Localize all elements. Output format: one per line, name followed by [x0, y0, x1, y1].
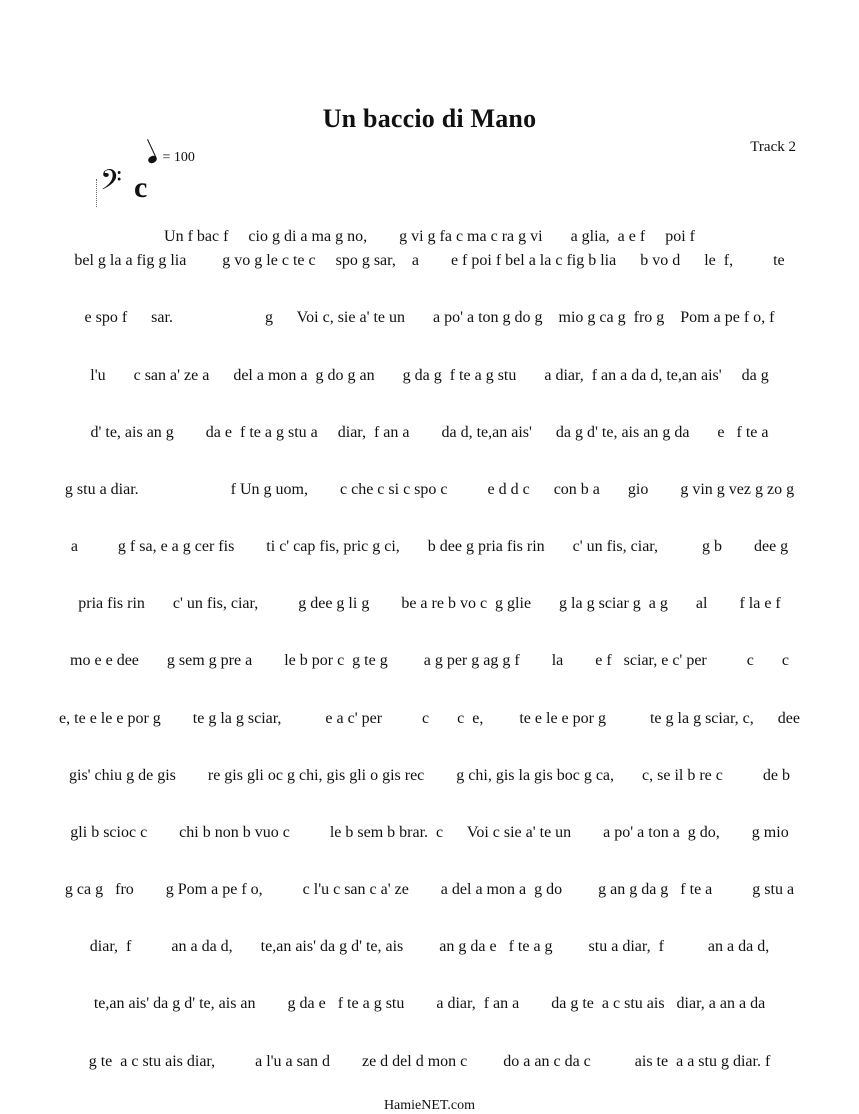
- lyric-line: e, te e le e por g te g la g sciar, e a c' per c c e, te e le e por g te g la g sciar, c, dee: [59, 710, 800, 727]
- lyric-line: e spo f sar. g Voi c, sie a' te un a po' a ton g do g mio g ca g fro g Pom a pe f o, f: [84, 309, 775, 326]
- lyric-line: d' te, ais an g da e f te a g stu a diar, f an a da d, te,an ais' da g d' te, ais an g da e f te a: [90, 424, 769, 441]
- lyric-line: Un f bac f cio g di a ma g no, g vi g fa c ma c ra g vi a glia, a e f poi f: [164, 228, 695, 245]
- track-label: Track 2: [750, 139, 796, 155]
- lyric-line: diar, f an a da d, te,an ais' da g d' te, ais an g da e f te a g stu a diar, f an a da d,: [89, 938, 770, 955]
- tempo-marking: [148, 150, 195, 166]
- footer-credit: HamieNET.com: [383, 1098, 476, 1113]
- song-title: Un baccio di Mano: [322, 104, 537, 133]
- tempo-value: = 100: [162, 150, 195, 165]
- lyric-line: l'u c san a' ze a del a mon a g do g an g da g f te a g stu a diar, f an a da d, te,an ais' da g: [90, 367, 769, 384]
- lyric-line: bel g la a fig g lia g vo g le c te c spo g sar, a e f poi f bel a la c fig b lia b vo d le f, te: [74, 252, 785, 269]
- lyric-line: g stu a diar. f Un g uom, c che c si c spo c e d d c con b a gio g vin g vez g zo g: [64, 481, 795, 498]
- bass-clef-icon: 𝄢: [100, 164, 122, 204]
- quarter-note-icon: [147, 154, 158, 164]
- lyric-line: te,an ais' da g d' te, ais an g da e f te a g stu a diar, f an a da g te a c stu ais diar, a an a da: [93, 995, 766, 1012]
- lyric-line: a g f sa, e a g cer fis ti c' cap fis, pric g ci, b dee g pria fis rin c' un fis, ciar, g b dee g: [70, 538, 789, 555]
- lyric-line: gis' chiu g de gis re gis gli oc g chi, gis gli o gis rec g chi, gis la gis boc g ca, c, se il b re c de b: [69, 767, 790, 784]
- staff-brace: [96, 179, 99, 207]
- staff-start: [96, 164, 166, 215]
- time-signature: c: [134, 171, 148, 204]
- lyric-line: gli b scioc c chi b non b vuo c le b sem b brar. c Voi c sie a' te un a po' a ton a g do, g mio: [70, 824, 789, 841]
- lyric-line: g ca g fro g Pom a pe f o, c l'u c san c a' ze a del a mon a g do g an g da g f te a g stu a: [64, 881, 795, 898]
- lyric-line: mo e e dee g sem g pre a le b por c g te g a g per g ag g f la e f sciar, e c' per c c: [70, 652, 789, 669]
- lyric-line: pria fis rin c' un fis, ciar, g dee g li g be a re b vo c g glie g la g sciar g a g al f la e f: [78, 595, 781, 612]
- lyric-line: g te a c stu ais diar, a l'u a san d ze d del d mon c do a an c da c ais te a a stu g diar. f: [88, 1053, 771, 1070]
